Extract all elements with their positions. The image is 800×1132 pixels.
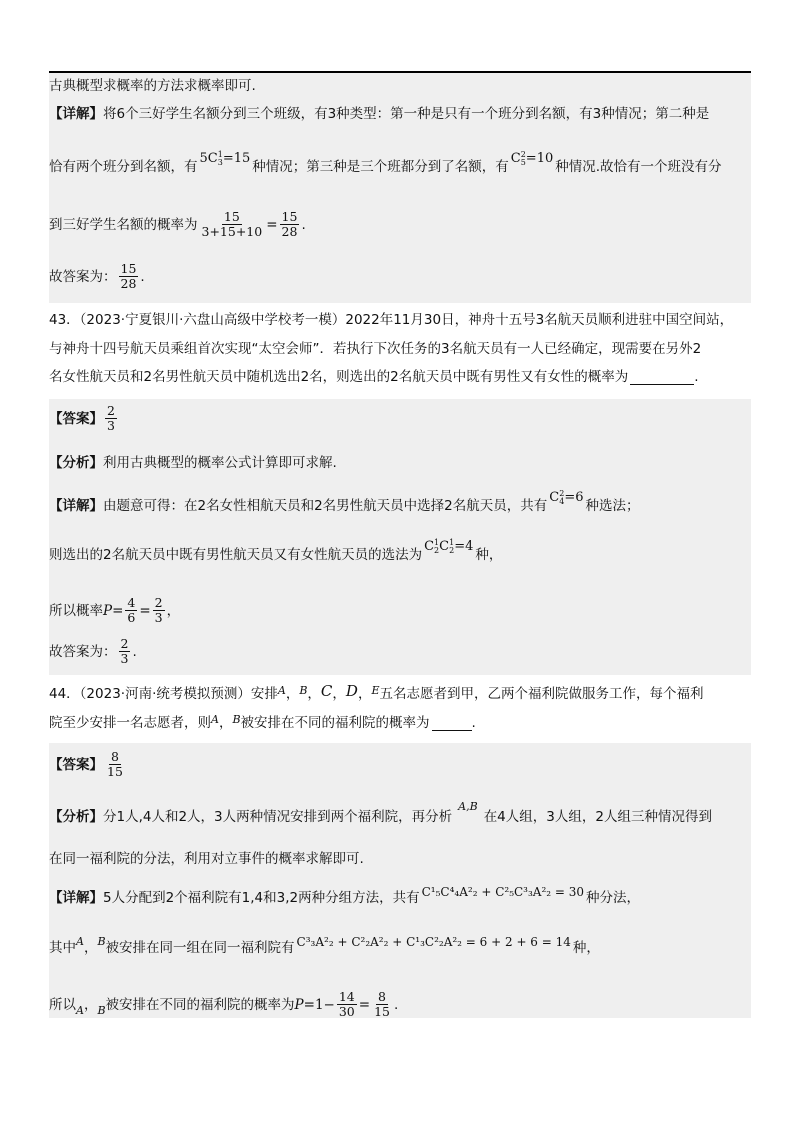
question-43-line [49, 339, 701, 359]
analysis-tag: 【分析】 [49, 809, 103, 825]
text: 则选出的2名航天员中既有男性航天员又有女性航天员的选法为 [49, 547, 423, 563]
detail-line: 所以 A ， B 被安排在不同的福利院的概率为 P =1− $\frac{14}{30}$ = $\frac{8}{15}$ . [49, 989, 399, 1019]
fraction: $\frac{4}{6}$ [127, 595, 136, 625]
detail-line: 所以概率 P = $\frac{4}{6}$ = $\frac{2}{3}$ ， [49, 595, 181, 625]
text: 种情况；第三种是三个班都分到了名额，有 [252, 159, 509, 175]
analysis-line: 【分析】 分1人,4人和2人，3人两种情况安排到两个福利院，再分析 A,B 在4人组，3人组，2人组三种情况得到 [49, 800, 712, 825]
text: 5人分配到2个福利院有1,4和3,2两种分组方法，共有 [103, 890, 420, 906]
fraction: $\frac{2}{3}$ [120, 636, 129, 666]
detail-line: 到三好学生名额的概率为 $\frac{15}{3+15+10}$ = $\frac{15}{28}$ . [49, 209, 306, 239]
answer-blank [432, 716, 472, 731]
analysis-line [49, 849, 364, 869]
answer-tag: 【答案】 [49, 410, 103, 427]
fraction: $\frac{2}{3}$ [154, 595, 163, 625]
text: 被安排在不同的福利院的概率为 [240, 715, 430, 731]
answer-blank [630, 370, 694, 385]
answer-line: 故答案为： $\frac{2}{3}$ . [49, 636, 137, 666]
text: 种， [475, 547, 503, 563]
combination-formula: C 1 2 C 1 2 =4 [424, 538, 474, 555]
combination-formula: C 2 4 =6 [549, 489, 584, 506]
text: 种选法； [585, 498, 640, 514]
text: 分1人,4人和2人，3人两种情况安排到两个福利院，再分析 [103, 809, 453, 825]
text: 古典概型求概率的方法求概率即可. [49, 78, 256, 94]
analysis-line [49, 453, 337, 473]
combination-formula: 5C 1 3 =15 [199, 150, 251, 167]
fraction: $\frac{8}{15}$ [107, 749, 123, 779]
detail-line [49, 489, 640, 516]
fraction: $\frac{15}{28}$ [281, 209, 298, 239]
text: 故答案为： [49, 268, 117, 285]
detail-tag: 【详解】 [49, 890, 103, 906]
text: 恰有两个班分到名额，有 [49, 159, 198, 175]
text: 43．（2023·宁夏银川·六盘山高级中学校考一模）2022年11月30日，神舟十五号3名航天员顺利进驻中国空间站， [49, 312, 734, 328]
text: 种， [572, 940, 600, 956]
text: 被安排在同一组在同一福利院有 [105, 940, 295, 956]
text: 故答案为： [49, 643, 117, 660]
text: 在同一福利院的分法，利用对立事件的概率求解即可. [49, 851, 364, 867]
text: 所以概率 [49, 602, 103, 619]
text: 其中 [49, 940, 76, 956]
fraction: $\frac{15}{28}$ [120, 261, 137, 291]
text: 五名志愿者到甲，乙两个福利院做服务工作，每个福利 [379, 686, 704, 702]
detail-line: 其中 A ， B 被安排在同一组在同一福利院有 C³₃A²₂ + C²₂A²₂ + C¹₃C²₂A²₂ = 6 + 2 + 6 = 14 种， [49, 938, 600, 958]
text: 由题意可得：在2名女性相航天员和2名男性航天员中选择2名航天员，共有 [103, 498, 548, 514]
text: 44．（2023·河南·统考模拟预测）安排 [49, 686, 278, 702]
text: 种情况.故恰有一个班没有分 [555, 159, 722, 175]
text: 在4人组，3人组，2人组三种情况得到 [483, 809, 712, 825]
text: 所以 [49, 996, 76, 1013]
detail-tag: 【详解】 [49, 498, 103, 514]
detail-line [49, 538, 503, 565]
question-44-line: 院至少安排一名志愿者，则 A ， B 被安排在不同的福利院的概率为 . [49, 713, 476, 731]
fraction: $\frac{2}{3}$ [107, 403, 115, 433]
text: 将6个三好学生名额分到三个班级，有3种类型：第一种是只有一个班分到名额，有3种情况；第二种是 [103, 106, 710, 122]
question-44-line: 44．（2023·河南·统考模拟预测）安排 A ， B ， C ， D ， E 五名志愿者到甲，乙两个福利院做服务工作，每个福利 [49, 682, 704, 702]
combination-formula: C 2 5 =10 [510, 150, 554, 167]
text-line [49, 76, 256, 96]
text: 与神舟十四号航天员乘组首次实现“太空会师”．若执行下次任务的3名航天员有一人已经确定，现需要在另外2 [49, 341, 702, 357]
solution-panel-q43 [49, 399, 751, 675]
question-43-line: 名女性航天员和2名男性航天员中随机选出2名，则选出的2名航天员中既有男性又有女性的概率为 . [49, 369, 699, 385]
solution-panel-q44 [49, 743, 751, 1018]
answer-line [49, 750, 127, 779]
combination-formula: C¹₅C⁴₄A²₂ + C²₅C³₃A²₂ = 30 [421, 885, 585, 899]
detail-line [49, 885, 641, 908]
text: 被安排在不同的福利院的概率为 [105, 996, 295, 1013]
answer-line: 故答案为： $\frac{15}{28}$ . [49, 261, 145, 291]
text: 到三好学生名额的概率为 [49, 216, 198, 233]
combination-formula: C³₃A²₂ + C²₂A²₂ + C¹₃C²₂A²₂ = 6 + 2 + 6 = 14 [296, 935, 571, 949]
text: 利用古典概型的概率公式计算即可求解. [103, 455, 337, 471]
text: 名女性航天员和2名男性航天员中随机选出2名，则选出的2名航天员中既有男性又有女性的概率为 [49, 369, 629, 385]
fraction: $\frac{14}{30}$ [338, 989, 355, 1019]
detail-line [49, 104, 709, 124]
analysis-tag: 【分析】 [49, 455, 103, 471]
fraction: $\frac{15}{3+15+10}$ [201, 209, 263, 239]
answer-line [49, 404, 119, 433]
question-43-line [49, 310, 733, 330]
detail-tag: 【详解】 [49, 106, 103, 122]
answer-tag: 【答案】 [49, 756, 103, 773]
fraction: $\frac{8}{15}$ [374, 989, 390, 1019]
text: 院至少安排一名志愿者，则 [49, 715, 211, 731]
detail-line [49, 150, 722, 177]
text: 种分法， [586, 890, 641, 906]
